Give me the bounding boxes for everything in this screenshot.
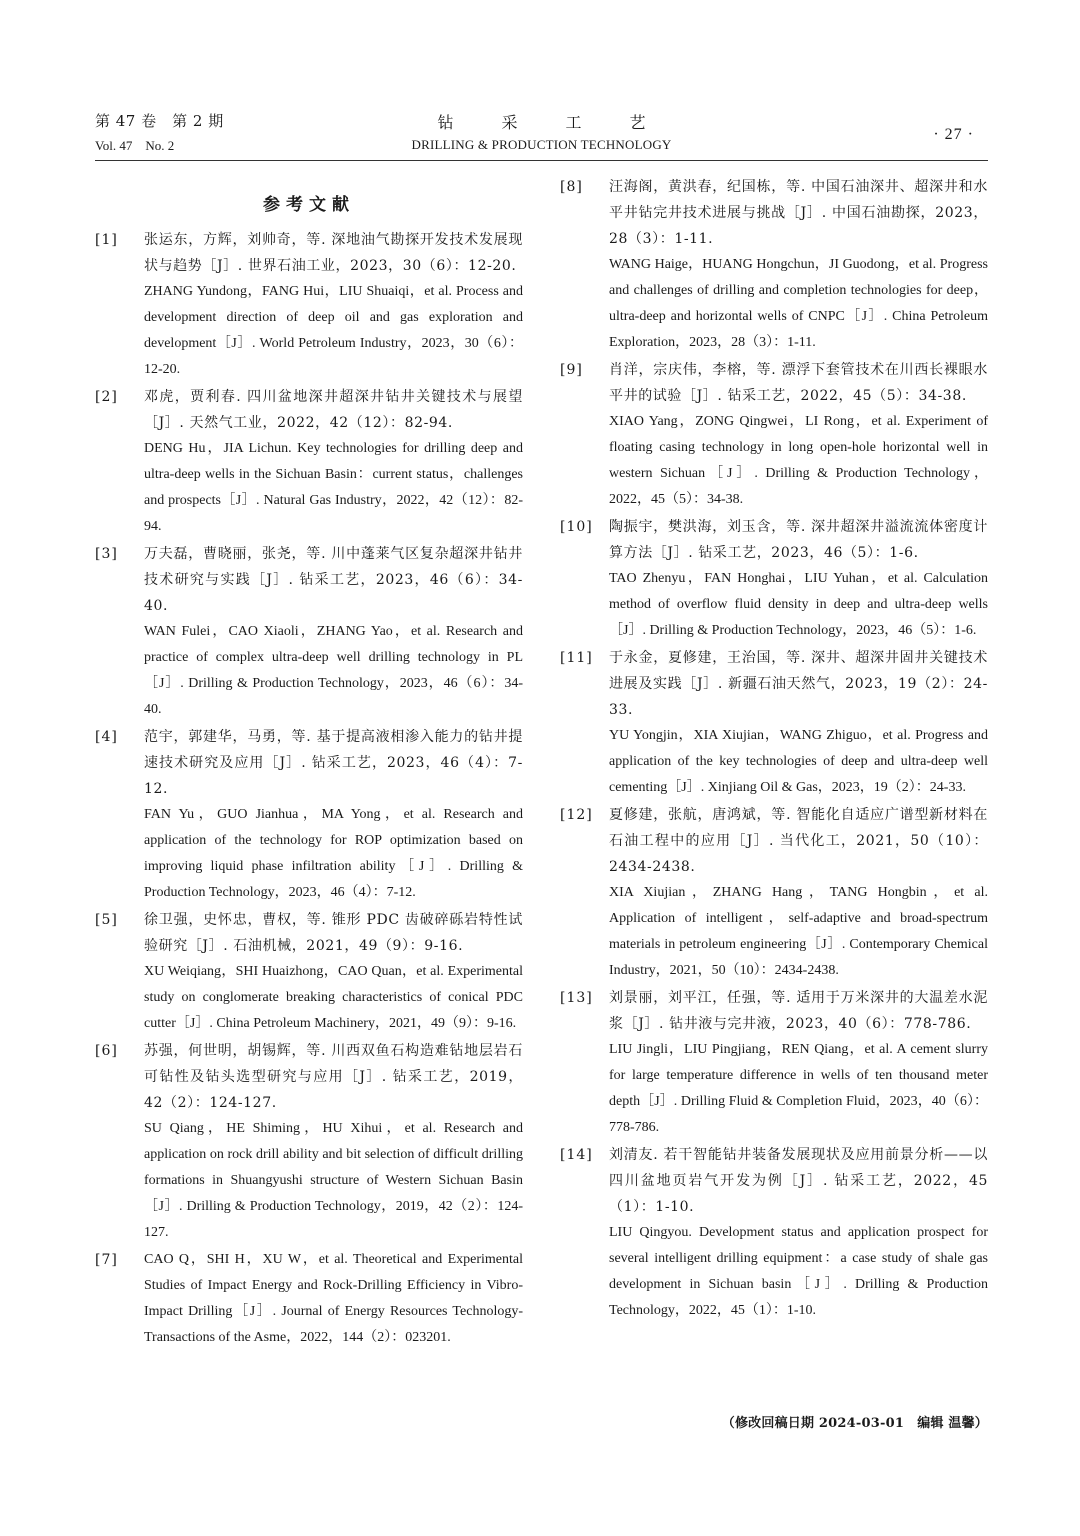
reference-item — [560, 174, 988, 356]
reference-text-cn: 于永金，夏修建，王治国，等. 深井、超深井固井关键技术进展及实践［J］. 新疆石油天然气，2023，19（2）：24-33. — [609, 650, 988, 718]
reference-item — [95, 907, 523, 1037]
reference-text-cn: 苏强，何世明，胡锡辉，等. 川西双鱼石构造难钻地层岩石可钻性及钻头选型研究与应用［J］. 钻采工艺，2019，42（2）：124-127. — [144, 1043, 523, 1111]
reference-text-cn: 万夫磊，曹晓丽，张尧，等. 川中蓬莱气区复杂超深井钻井技术研究与实践［J］. 钻采工艺，2023，46（6）：34-40. — [144, 546, 523, 614]
reference-text-cn: 刘清友. 若干智能钻井装备发展现状及应用前景分析——以四川盆地页岩气开发为例［J］. 钻采工艺，2022，45（1）：1-10. — [609, 1147, 988, 1215]
reference-text-en: LIU Qingyou. Development status and application prospect for several intelligent drilling equipment：a case study of shale gas development in Sichuan basin［J］. Drilling & Production Technology，2022，45（1）：1-10. — [609, 1225, 988, 1318]
reference-number: [3] — [95, 546, 118, 562]
reference-text-en: TAO Zhenyu，FAN Honghai，LIU Yuhan，et al. Calculation method of overflow fluid density in deep and ultra-deep wells［J］. Drilling & Production Technology，2023，46（5）：1-6. — [609, 571, 988, 638]
reference-item — [95, 227, 523, 383]
reference-item — [95, 541, 523, 723]
journal-title-en: DRILLING & PRODUCTION TECHNOLOGY — [411, 137, 672, 152]
journal-title-cn: 钻采工艺 — [437, 113, 694, 132]
reference-number: [5] — [95, 912, 118, 928]
reference-text-en: DENG Hu，JIA Lichun. Key technologies for drilling deep and ultra-deep wells in the Sichuan Basin：current status，challenges and prospects［J］. Natural Gas Industry，2022，42（12）：82-94. — [144, 441, 523, 534]
reference-number: [8] — [560, 179, 583, 195]
volume-issue-en: Vol. 47 No. 2 — [95, 138, 175, 153]
reference-item — [560, 802, 988, 984]
reference-text-en: CAO Q，SHI H，XU W，et al. Theoretical and Experimental Studies of Impact Energy and Rock-Drilling Efficiency in Vibro-Impact Drilling［J］. Journal of Energy Resources Technology-Transactions of the Asme，2022，144（2）：023201. — [144, 1252, 523, 1345]
reference-number: [2] — [95, 389, 118, 405]
reference-number: [10] — [560, 519, 593, 535]
reference-text-cn: 徐卫强，史怀忠，曹权，等. 锥形 PDC 齿破碎砾岩特性试验研究［J］. 石油机械，2021，49（9）：9-16. — [144, 912, 523, 954]
journal-title — [95, 110, 988, 153]
reference-number: [4] — [95, 729, 118, 745]
page-number: · 27 · — [933, 126, 974, 143]
reference-item — [560, 985, 988, 1141]
right-reference-list — [560, 174, 988, 1324]
reference-text-cn: 夏修建，张航，唐鸿斌，等. 智能化自适应广谱型新材料在石油工程中的应用［J］. 当代化工，2021，50（10）：2434-2438. — [609, 807, 988, 875]
reference-number: [6] — [95, 1043, 118, 1059]
left-column — [95, 174, 523, 1352]
reference-text-en: XU Weiqiang，SHI Huaizhong，CAO Quan，et al. Experimental study on conglomerate breaking characteristics of conical PDC cutter［J］. China Petroleum Machinery，2021，49（9）：9-16. — [144, 964, 523, 1031]
reference-item — [95, 384, 523, 540]
reference-item — [560, 514, 988, 644]
reference-text-en: YU Yongjin，XIA Xiujian，WANG Zhiguo，et al. Progress and application of the key technologies of deep and ultra-deep well cementing［J］. Xinjiang Oil & Gas，2023，19（2）：24-33. — [609, 728, 988, 795]
page-header — [95, 108, 988, 161]
reference-text-cn: 陶振宇，樊洪海，刘玉含，等. 深井超深井溢流流体密度计算方法［J］. 钻采工艺，2023，46（5）：1-6. — [609, 519, 988, 561]
reference-text-en: XIAO Yang，ZONG Qingwei，LI Rong，et al. Experiment of floating casing technology in long open-hole horizontal well in western Sichuan［J］. Drilling & Production Technology，2022，45（5）：34-38. — [609, 414, 988, 507]
reference-item — [560, 1142, 988, 1324]
reference-number: [14] — [560, 1147, 593, 1163]
reference-text-cn: 邓虎，贾利春. 四川盆地深井超深井钻井关键技术与展望［J］. 天然气工业，2022，42（12）：82-94. — [144, 389, 523, 431]
reference-text-en: FAN Yu，GUO Jianhua，MA Yong，et al. Research and application of the technology for ROP optimization based on improving liquid phase infiltration ability［J］. Drilling & Production Technology，2023，46（4）：7-12. — [144, 807, 523, 900]
reference-item — [560, 357, 988, 513]
reference-text-en: WANG Haige，HUANG Hongchun，JI Guodong，et al. Progress and challenges of drilling and completion technologies for deep，ultra-deep and horizontal wells of CNPC［J］. China Petroleum Exploration，2023，28（3）：1-11. — [609, 257, 988, 350]
revision-note: （修改回稿日期 2024-03-01 编辑 温馨） — [721, 1416, 988, 1431]
reference-number: [1] — [95, 232, 118, 248]
reference-number: [13] — [560, 990, 593, 1006]
reference-text-en: WAN Fulei，CAO Xiaoli，ZHANG Yao，et al. Research and practice of complex ultra-deep well drilling technology in PL［J］. Drilling & Production Technology，2023，46（6）：34-40. — [144, 624, 523, 717]
reference-text-en: LIU Jingli，LIU Pingjiang，REN Qiang，et al. A cement slurry for large temperature difference in wells of ten thousand meter depth［J］. Drilling Fluid & Completion Fluid，2023，40（6）：778-786. — [609, 1042, 988, 1135]
reference-number: [12] — [560, 807, 593, 823]
reference-item — [95, 1247, 523, 1351]
reference-text-cn: 汪海阁，黄洪春，纪国栋，等. 中国石油深井、超深井和水平井钻完井技术进展与挑战［J］. 中国石油勘探，2023，28（3）：1-11. — [609, 179, 988, 247]
left-reference-list — [95, 227, 523, 1351]
volume-issue-cn: 第 47 卷 第 2 期 — [95, 112, 224, 130]
right-column — [560, 174, 988, 1325]
reference-number: [9] — [560, 362, 583, 378]
reference-text-en: SU Qiang，HE Shiming，HU Xihui，et al. Research and application on rock drill ability and bit selection of difficult drilling formations in Shuangyushi structure of Western Sichuan Basin［J］. Drilling & Production Technology，2019，42（2）：124-127. — [144, 1121, 523, 1240]
reference-number: [7] — [95, 1252, 118, 1268]
reference-text-en: ZHANG Yundong，FANG Hui，LIU Shuaiqi，et al. Process and development direction of deep oil and gas exploration and development［J］. World Petroleum Industry，2023，30（6）：12-20. — [144, 284, 523, 377]
reference-item — [95, 1038, 523, 1246]
references-heading: 参考文献 — [263, 195, 355, 215]
reference-text-cn: 肖洋，宗庆伟，李榕，等. 漂浮下套管技术在川西长裸眼水平井的试验［J］. 钻采工艺，2022，45（5）：34-38. — [609, 362, 988, 404]
reference-text-cn: 张运东，方辉，刘帅奇，等. 深地油气勘探开发技术发展现状与趋势［J］. 世界石油工业，2023，30（6）：12-20. — [144, 232, 523, 274]
reference-item — [560, 645, 988, 801]
reference-number: [11] — [560, 650, 593, 666]
reference-text-cn: 刘景丽，刘平江，任强，等. 适用于万米深井的大温差水泥浆［J］. 钻井液与完井液，2023，40（6）：778-786. — [609, 990, 988, 1032]
reference-text-en: XIA Xiujian，ZHANG Hang，TANG Hongbin，et al. Application of intelligent，self-adaptive and broad-spectrum materials in petroleum engineering［J］. Contemporary Chemical Industry，2021，50（10）：2434-2438. — [609, 885, 988, 978]
reference-text-cn: 范宇，郭建华，马勇，等. 基于提高液相渗入能力的钻井提速技术研究及应用［J］. 钻采工艺，2023，46（4）：7-12. — [144, 729, 523, 797]
reference-item — [95, 724, 523, 906]
